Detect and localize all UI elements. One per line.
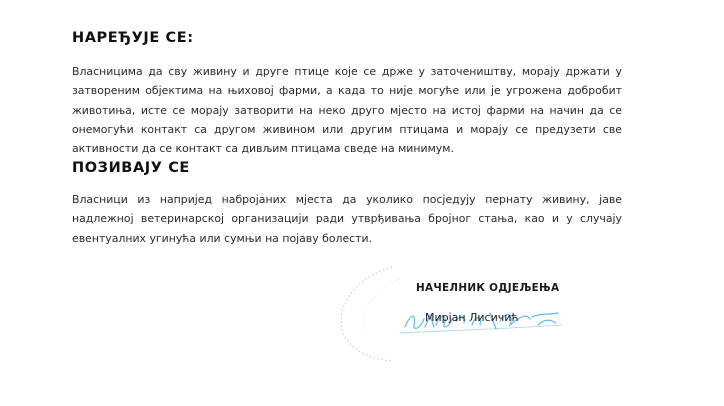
order-heading: НАРЕЂУЈЕ СЕ: [72,30,194,46]
signature-title: НАЧЕЛНИК ОДЈЕЉЕЊА [416,282,560,294]
signature-stamp-graphic [330,255,590,365]
call-heading: ПОЗИВАЈУ СЕ [72,160,190,176]
stamp-arc-inner [363,279,400,333]
signatory-name: Мирјан Лисичић [425,311,519,324]
order-paragraph: Власницима да сву живину и друге птице које се држе у заточеништву, морају држати у затвореним објектима на њиховој фарми, а када то није могуће или је угрожена добробит животиња, исте се морају затворити на неко друго мјесто на истој фарми на начин да се онемогући контакт са другом живином или другим птицама и морају се предузети све активности да се контакт са дивљим птицама сведе на минимум. [72,65,622,156]
stamp-arc [341,267,392,361]
call-paragraph: Власници из напријед набројаних мјеста да уколико посједују пернату живину, јаве надлежној ветеринарској организацији ради утврђивања бројног стања, као и у случају евентуалних угинућа или сумњи на појаву болести. [72,193,622,245]
